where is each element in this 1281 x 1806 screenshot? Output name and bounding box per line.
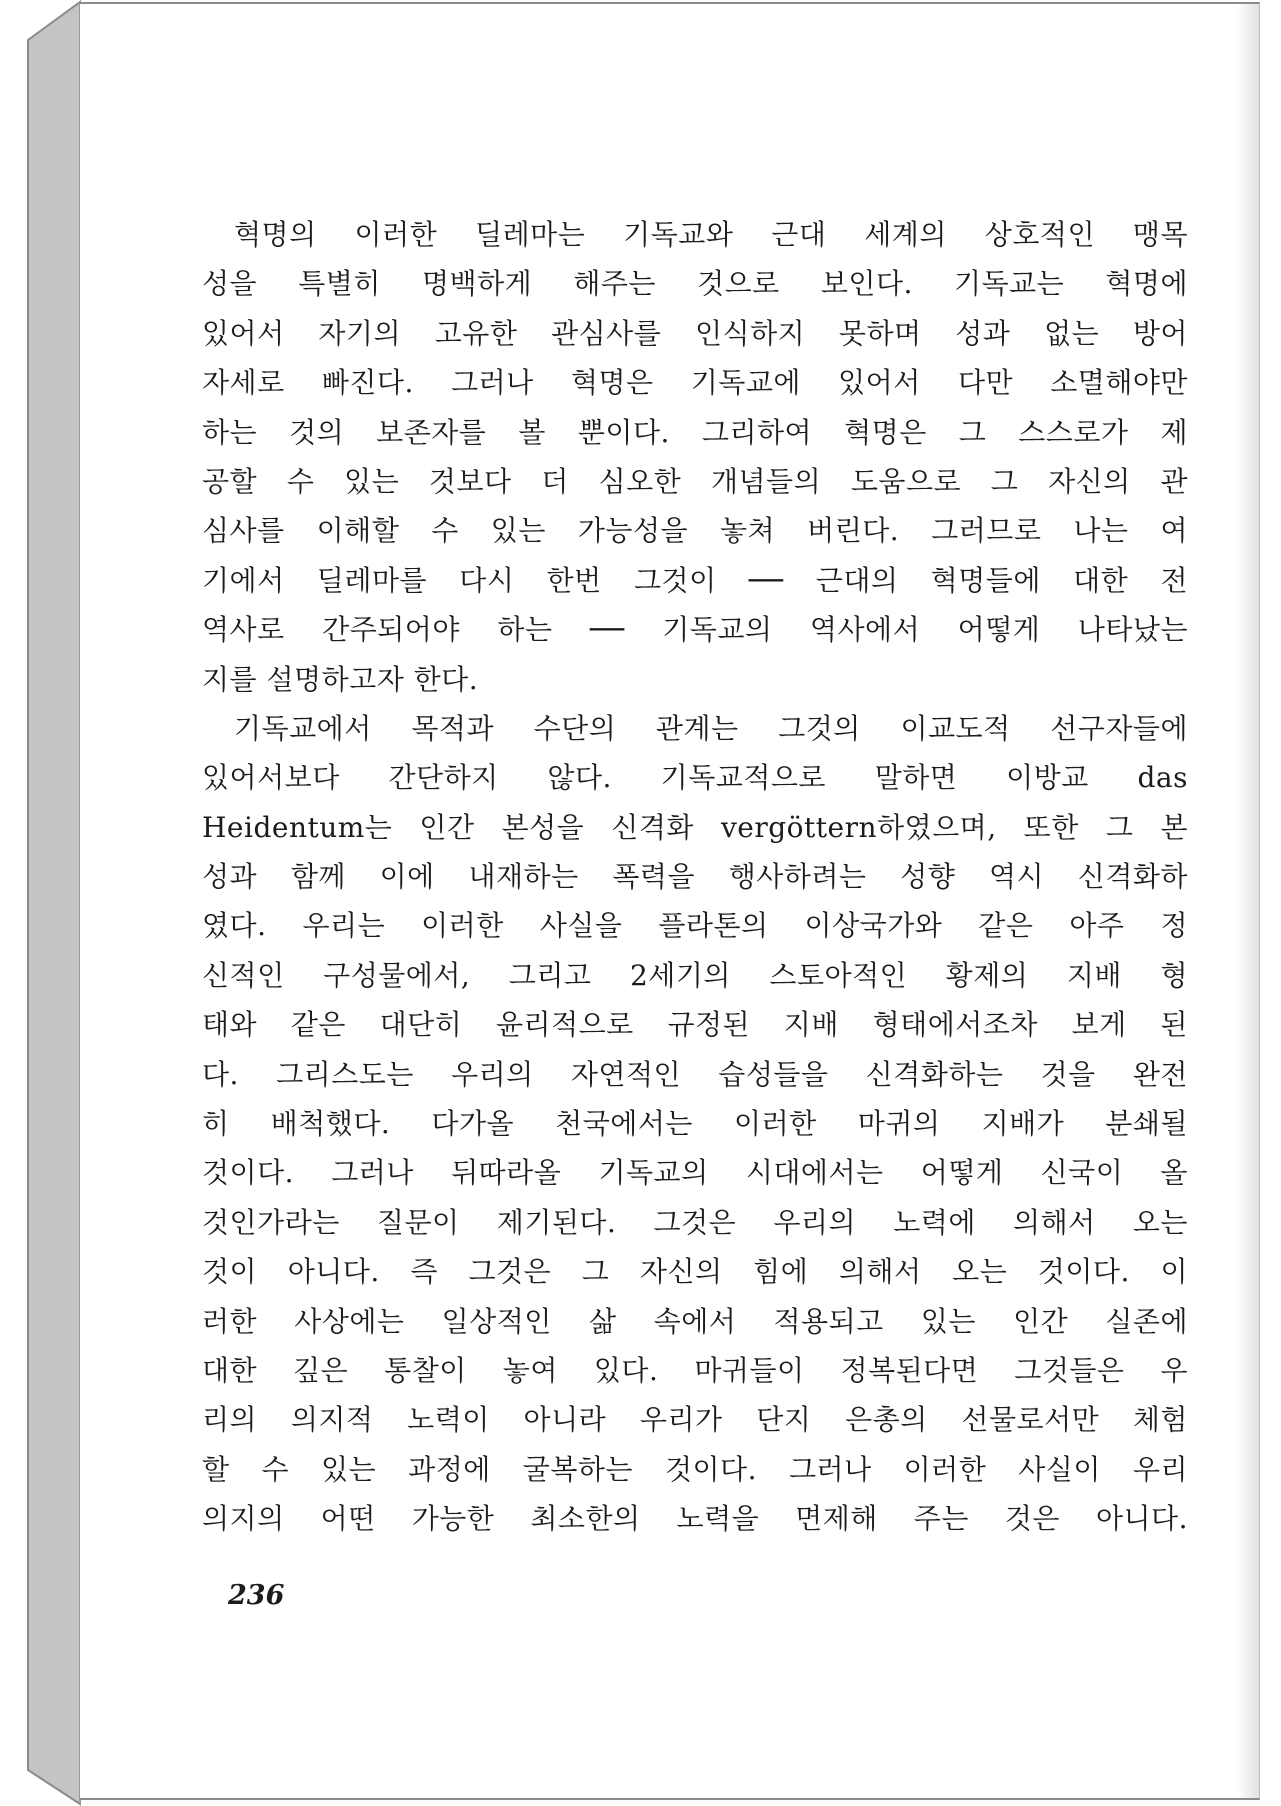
text-line: 신적인 구성물에서, 그리고 2세기의 스토아적인 황제의 지배 형 bbox=[202, 958, 1188, 992]
text-line: 히 배척했다. 다가올 천국에서는 이러한 마귀의 지배가 분쇄될 bbox=[202, 1107, 1188, 1141]
text-line: 할 수 있는 과정에 굴복하는 것이다. 그러나 이러한 사실이 우리 bbox=[202, 1452, 1188, 1486]
text-line: 있어서 자기의 고유한 관심사를 인식하지 못하며 성과 없는 방어 bbox=[202, 316, 1188, 350]
text-line: 혁명의 이러한 딜레마는 기독교와 근대 세계의 상호적인 맹목 bbox=[234, 218, 1188, 251]
text-line: 것인가라는 질문이 제기된다. 그것은 우리의 노력에 의해서 오는 bbox=[202, 1205, 1188, 1239]
text-line: 의지의 어떤 가능한 최소한의 노력을 면제해 주는 것은 아니다. bbox=[202, 1502, 1188, 1536]
text-line: 것이 아니다. 즉 그것은 그 자신의 힘에 의해서 오는 것이다. 이 bbox=[202, 1255, 1188, 1289]
body-text bbox=[202, 210, 1188, 1544]
text-line: 였다. 우리는 이러한 사실을 플라톤의 이상국가와 같은 아주 정 bbox=[202, 909, 1188, 943]
text-line: 하는 것의 보존자를 볼 뿐이다. 그리하여 혁명은 그 스스로가 제 bbox=[202, 415, 1188, 449]
text-line: 역사로 간주되어야 하는 ── 기독교의 역사에서 어떻게 나타났는 bbox=[202, 613, 1188, 647]
text-line: 태와 같은 대단히 윤리적으로 규정된 지배 형태에서조차 보게 된 bbox=[202, 1008, 1188, 1042]
page-edge-shadow bbox=[1237, 4, 1259, 1798]
text-line: 다. 그리스도는 우리의 자연적인 습성들을 신격화하는 것을 완전 bbox=[202, 1057, 1188, 1091]
text-line: 성과 함께 이에 내재하는 폭력을 행사하려는 성향 역시 신격화하 bbox=[202, 860, 1188, 894]
text-line: 심사를 이해할 수 있는 가능성을 놓쳐 버린다. 그러므로 나는 여 bbox=[202, 514, 1188, 548]
text-line: 공할 수 있는 것보다 더 심오한 개념들의 도움으로 그 자신의 관 bbox=[202, 464, 1188, 498]
text-line: 성을 특별히 명백하게 해주는 것으로 보인다. 기독교는 혁명에 bbox=[202, 267, 1188, 301]
text-line: 기에서 딜레마를 다시 한번 그것이 ── 근대의 혁명들에 대한 전 bbox=[202, 563, 1188, 597]
text-line: 리의 의지적 노력이 아니라 우리가 단지 은총의 선물로서만 체험 bbox=[202, 1403, 1188, 1437]
text-line: 지를 설명하고자 한다. bbox=[202, 662, 479, 696]
page bbox=[80, 2, 1260, 1800]
book-spine bbox=[0, 0, 90, 1806]
text-line: 자세로 빠진다. 그러나 혁명은 기독교에 있어서 다만 소멸해야만 bbox=[202, 366, 1188, 400]
text-line: 있어서보다 간단하지 않다. 기독교적으로 말하면 이방교 das bbox=[202, 761, 1188, 795]
text-line: Heidentum는 인간 본성을 신격화 vergöttern하였으며, 또한 그 본 bbox=[202, 810, 1188, 844]
text-line: 러한 사상에는 일상적인 삶 속에서 적용되고 있는 인간 실존에 bbox=[202, 1304, 1188, 1338]
page-number: 236 bbox=[228, 1580, 285, 1611]
text-line: 대한 깊은 통찰이 놓여 있다. 마귀들이 정복된다면 그것들은 우 bbox=[202, 1353, 1188, 1387]
text-line: 기독교에서 목적과 수단의 관계는 그것의 이교도적 선구자들에 bbox=[234, 711, 1188, 745]
text-line: 것이다. 그러나 뒤따라올 기독교의 시대에서는 어떻게 신국이 올 bbox=[202, 1156, 1188, 1190]
